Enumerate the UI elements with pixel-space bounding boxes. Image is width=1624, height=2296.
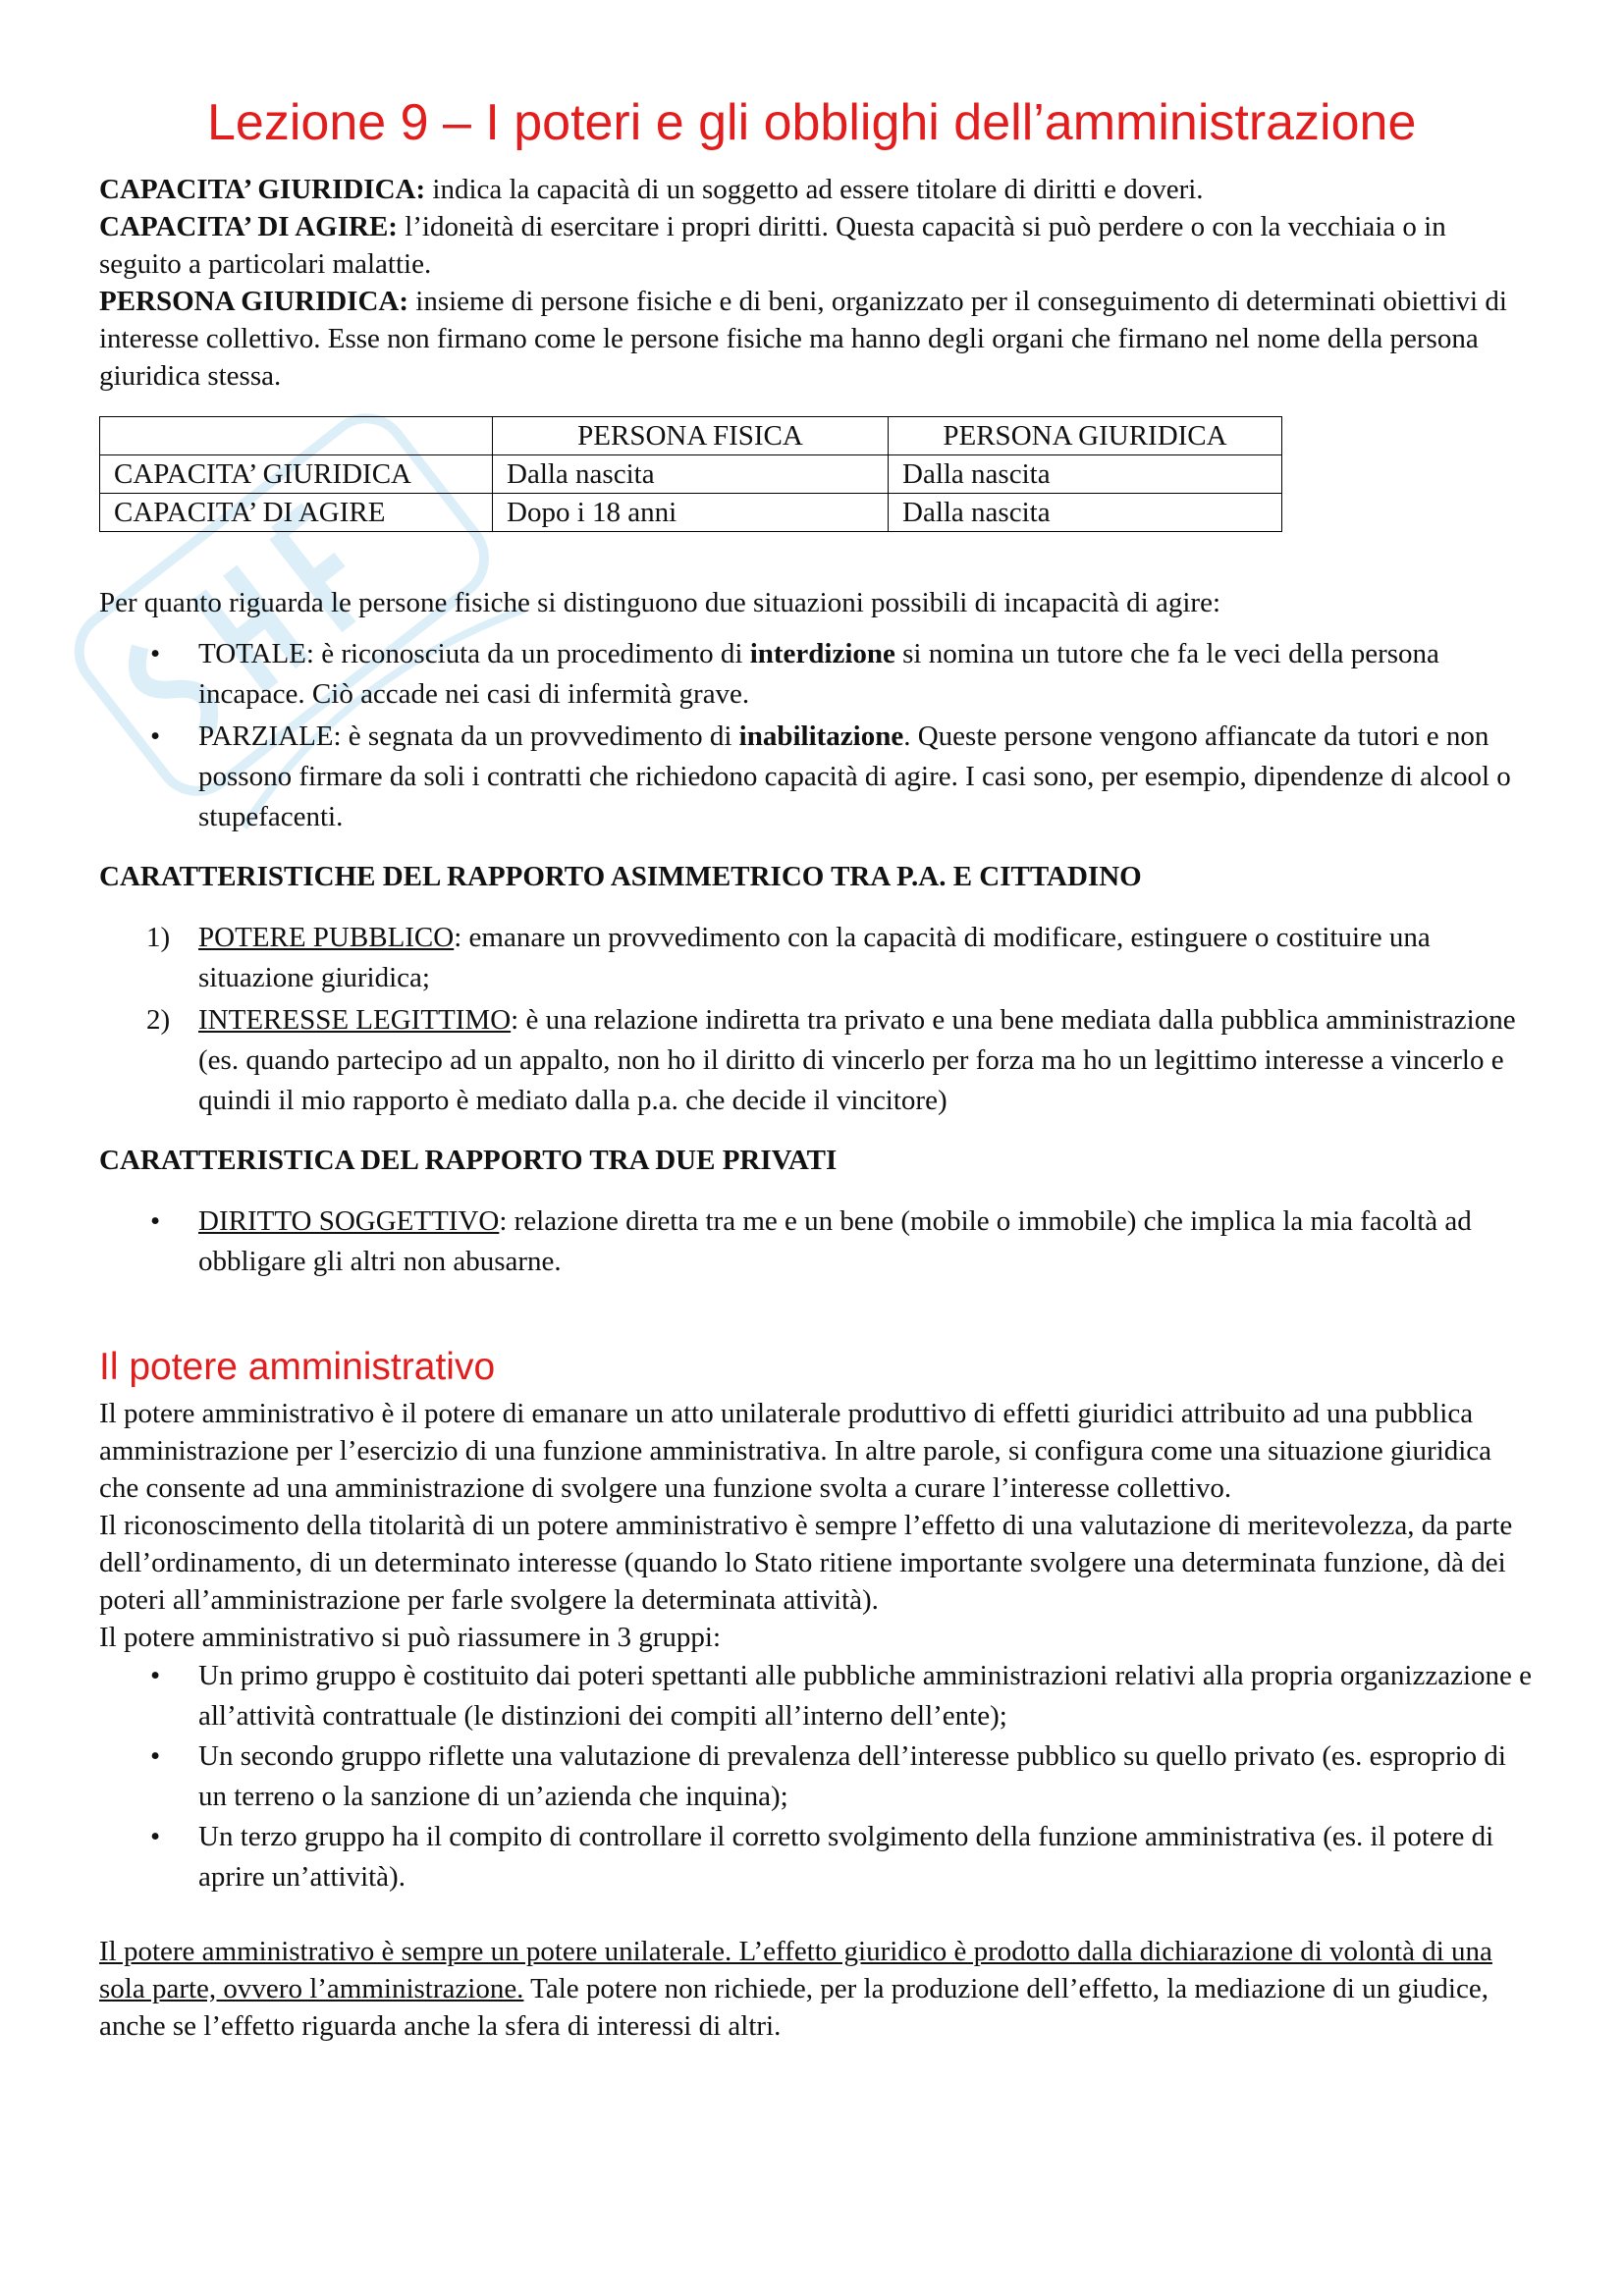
paragraph: Il riconoscimento della titolarità di un potere amministrativo è sempre l’effetto di una valutazione di meritevolezza, da parte dell’ordinamento, di un determinato interesse (quando lo Stato ritiene importante svolgere una determinata funzione, dà dei poteri all’amministrazione per farle svolgere la determinata attività). bbox=[99, 1509, 1513, 1616]
list-item bbox=[99, 1000, 1535, 1121]
list-item bbox=[99, 1656, 1535, 1736]
item-term: POTERE PUBBLICO bbox=[198, 921, 455, 953]
list-item bbox=[99, 634, 1535, 715]
definition-capacita-agire bbox=[99, 208, 1535, 283]
item-text: TOTALE: è riconosciuta da un procedimento di bbox=[198, 637, 750, 669]
table-row bbox=[100, 493, 1282, 531]
capacity-table bbox=[99, 416, 1282, 532]
definition-term: CAPACITA’ DI AGIRE: bbox=[99, 210, 398, 242]
item-text: Un primo gruppo è costituito dai poteri spettanti alle pubbliche amministrazioni relativi alla propria organizzazione e all’attività contrattuale (le distinzioni dei compiti all’interno dell’ente); bbox=[198, 1659, 1533, 1732]
document-page bbox=[99, 94, 1535, 2045]
bullet-icon: • bbox=[150, 1204, 161, 1237]
item-term: DIRITTO SOGGETTIVO bbox=[198, 1204, 500, 1237]
item-text: . Queste persone vengono affiancate da tutori e non possono firmare da soli i contratti che richiedono capacità di agire. I casi sono, per esempio, dipendenze di alcool o stupefacenti. bbox=[198, 720, 1511, 832]
item-keyword: interdizione bbox=[749, 637, 895, 669]
list-number: 1) bbox=[146, 921, 171, 953]
groups-list bbox=[99, 1656, 1535, 1897]
list-item bbox=[99, 1817, 1535, 1897]
item-text: : emanare un provvedimento con la capacità di modificare, estinguere o costituire una situazione giuridica; bbox=[198, 921, 1431, 993]
bullet-icon: • bbox=[150, 637, 161, 669]
definition-text: l’idoneità di esercitare i propri diritti. Questa capacità si può perdere o con la vecchiaia o in seguito a particolari malattie. bbox=[99, 210, 1446, 280]
paragraph: Il potere amministrativo si può riassumere in 3 gruppi: bbox=[99, 1621, 722, 1653]
bullet-icon: • bbox=[150, 1820, 161, 1852]
closing-paragraph bbox=[99, 1933, 1535, 2045]
lesson-title: Lezione 9 – I poteri e gli obblighi dell’amministrazione bbox=[207, 94, 1417, 151]
item-keyword: inabilitazione bbox=[738, 720, 904, 752]
section-heading: Il potere amministrativo bbox=[99, 1345, 496, 1388]
bullet-icon: • bbox=[150, 720, 161, 752]
list-item bbox=[99, 918, 1535, 998]
paragraph: Il potere amministrativo è il potere di emanare un atto unilaterale produttivo di effetti giuridici attribuito ad una pubblica amministrazione per l’esercizio di una funzione amministrativa. In altre parole, si configura come una situazione giuridica che consente ad una amministrazione di svolgere una funzione svolta a curare l’interesse collettivo. bbox=[99, 1397, 1492, 1504]
section-title-asimmetrico: CARATTERISTICHE DEL RAPPORTO ASIMMETRICO TRA P.A. E CITTADINO bbox=[99, 860, 1142, 892]
section-title-privati: CARATTERISTICA DEL RAPPORTO TRA DUE PRIVATI bbox=[99, 1144, 838, 1176]
table-cell: Dopo i 18 anni bbox=[493, 493, 889, 531]
item-term: INTERESSE LEGITTIMO bbox=[198, 1003, 512, 1036]
table-cell: Dalla nascita bbox=[493, 454, 889, 493]
incapacity-list bbox=[99, 634, 1535, 837]
definition-text: insieme di persone fisiche e di beni, organizzato per il conseguimento di determinati obiettivi di interesse collettivo. Esse non firmano come le persone fisiche ma hanno degli organi che firmano nel nome della persona giuridica stessa. bbox=[99, 285, 1507, 392]
table-cell: CAPACITA’ GIURIDICA bbox=[100, 454, 493, 493]
item-text: si nomina un tutore che fa le veci della persona incapace. Ciò accade nei casi di infermità grave. bbox=[198, 637, 1439, 710]
table-cell: CAPACITA’ DI AGIRE bbox=[100, 493, 493, 531]
asymmetric-list bbox=[99, 918, 1535, 1121]
item-text: Un terzo gruppo ha il compito di controllare il corretto svolgimento della funzione amministrativa (es. il potere di aprire un’attività). bbox=[198, 1820, 1494, 1893]
item-text: : relazione diretta tra me e un bene (mobile o immobile) che implica la mia facoltà ad obbligare gli altri non abusarne. bbox=[198, 1204, 1472, 1277]
item-text: : è una relazione indiretta tra privato e una bene mediata dalla pubblica amministrazione (es. quando partecipo ad un appalto, non ho il diritto di vincerlo per forza ma ho un legittimo interesse a vincerlo e quindi il mio rapporto è mediato dalla p.a. che decide il vincitore) bbox=[198, 1003, 1516, 1116]
table-header-cell bbox=[100, 416, 493, 454]
table-header-cell: PERSONA FISICA bbox=[493, 416, 889, 454]
definition-persona-giuridica bbox=[99, 283, 1535, 395]
definition-term: PERSONA GIURIDICA: bbox=[99, 285, 409, 317]
item-text: Un secondo gruppo riflette una valutazione di prevalenza dell’interesse pubblico su quello privato (es. esproprio di un terreno o la sanzione di un’azienda che inquina); bbox=[198, 1739, 1506, 1812]
definition-term: CAPACITA’ GIURIDICA: bbox=[99, 173, 426, 205]
paragraph-text: Tale potere non richiede, per la produzione dell’effetto, la mediazione di un giudice, anche se l’effetto riguarda anche la sfera di interessi di altri. bbox=[99, 1972, 1489, 2042]
incapacity-intro: Per quanto riguarda le persone fisiche si distinguono due situazioni possibili di incapacità di agire: bbox=[99, 586, 1221, 618]
bullet-icon: • bbox=[150, 1739, 161, 1772]
table-cell: Dalla nascita bbox=[889, 493, 1282, 531]
list-number: 2) bbox=[146, 1003, 171, 1036]
table-header-cell: PERSONA GIURIDICA bbox=[889, 416, 1282, 454]
underlined-statement: Il potere amministrativo è sempre un potere unilaterale. L’effetto giuridico è prodotto dalla dichiarazione di volontà di una sola parte, ovvero l’amministrazione. bbox=[99, 1935, 1492, 2004]
definition-text: indica la capacità di un soggetto ad essere titolare di diritti e doveri. bbox=[425, 173, 1204, 205]
list-item bbox=[99, 1201, 1535, 1282]
table-row bbox=[100, 454, 1282, 493]
table-cell: Dalla nascita bbox=[889, 454, 1282, 493]
definition-capacita-giuridica bbox=[99, 171, 1535, 208]
bullet-icon: • bbox=[150, 1659, 161, 1691]
definitions bbox=[99, 171, 1535, 395]
list-item bbox=[99, 1736, 1535, 1817]
private-list bbox=[99, 1201, 1535, 1282]
table-header-row bbox=[100, 416, 1282, 454]
item-text: PARZIALE: è segnata da un provvedimento di bbox=[198, 720, 739, 752]
list-item bbox=[99, 717, 1535, 837]
